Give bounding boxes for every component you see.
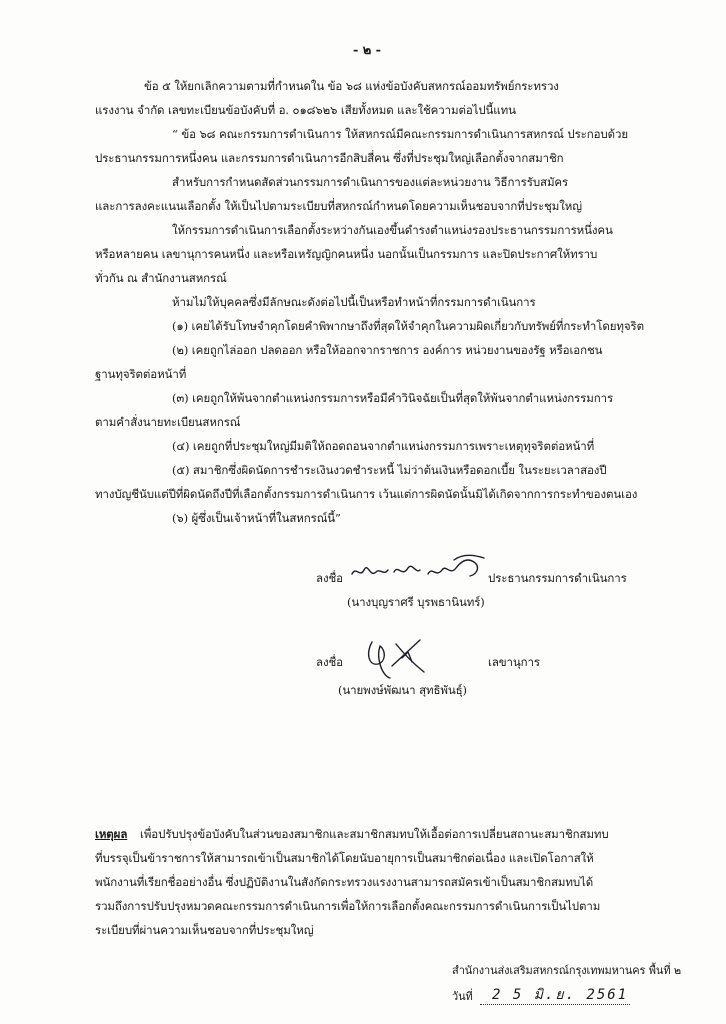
list-item: (๖) ผู้ซึ่งเป็นเจ้าหน้าที่ในสหกรณ์นี้” [172,511,341,525]
body-line: ให้กรรมการดำเนินการเลือกตั้งระหว่างกันเองขึ้นดำรงตำแหน่งรองประธานกรรมการหนึ่งคน [172,223,613,237]
signature-title: เลขานุการ [488,655,540,669]
list-item: (๔) เคยถูกที่ประชุมใหญ่มีมติให้ถอดถอนจากตำแหน่งกรรมการเพราะเหตุทุจริตต่อหน้าที่ [172,439,595,453]
list-item-continuation: ทางบัญชีนับแต่ปีที่ผิดนัดถึงปีที่เลือกตั้งกรรมการดำเนินการ เว้นแต่การผิดนัดนั้นมิได้เกิดจากการกระทำของตนเอง [95,487,638,501]
page-number: - ๒ - [353,43,381,58]
stamp-date: 2 5 มิ.ย. 2561 [492,987,629,1003]
signature-secretary [362,632,432,684]
signatory-name: (นางบุญราศรี บุรพธานินทร์) [347,595,485,609]
reason-line: เพื่อปรับปรุงข้อบังคับในส่วนของสมาชิกและสมาชิกสมทบให้เอื้อต่อการเปลี่ยนสถานะสมาชิกสมทบ [140,827,609,841]
body-line: หรือหลายคน เลขานุการคนหนึ่ง และหรือเหรัญญิกคนหนึ่ง นอกนั้นเป็นกรรมการ และปิดประกาศให้ทราบ [95,247,598,261]
reason-line: พนักงานที่เรียกชื่ออย่างอื่น ซึ่งปฏิบัติงานในสังกัดกระทรวงแรงงานสามารถสมัครเข้าเป็นสมาชิกสมทบได้ [95,875,594,889]
body-line: ทั่วกัน ณ สำนักงานสหกรณ์ [95,271,227,285]
stamp-office: สำนักงานส่งเสริมสหกรณ์กรุงเทพมหานคร พื้นที่ ๒ [452,964,682,977]
body-line: ข้อ ๕ ให้ยกเลิกความตามที่กำหนดใน ข้อ ๖๘ แห่งข้อบังคับสหกรณ์ออมทรัพย์กระทรวง [144,79,559,93]
reason-line: ระเบียบที่ผ่านความเห็นชอบจากที่ประชุมใหญ่ [95,923,314,937]
signatory-name: (นายพงษ์พัฒนา สุทธิพันธุ์) [338,683,467,697]
signature-chairperson [350,552,490,586]
list-item-continuation: ตามคำสั่งนายทะเบียนสหกรณ์ [95,415,241,429]
body-line: สำหรับการกำหนดสัดส่วนกรรมการดำเนินการของแต่ละหน่วยงาน วิธีการรับสมัคร [172,175,569,189]
signature-prefix: ลงชื่อ [316,655,343,669]
list-item: (๑) เคยได้รับโทษจำคุกโดยคำพิพากษาถึงที่สุดให้จำคุกในความผิดเกี่ยวกับทรัพย์ที่กระทำโดยทุจริต [172,319,644,333]
list-item: (๓) เคยถูกให้พ้นจากตำแหน่งกรรมการหรือมีคำวินิจฉัยเป็นที่สุดให้พ้นจากตำแหน่งกรรมการ [172,391,614,405]
reason-line: ที่บรรจุเป็นข้าราชการให้สามารถเข้าเป็นสมาชิกได้โดยนับอายุการเป็นสมาชิกต่อเนื่อง และเปิดโอกาสให้ [95,851,594,865]
body-line: และการลงคะแนนเลือกตั้ง ให้เป็นไปตามระเบียบที่สหกรณ์กำหนดโดยความเห็นชอบจากที่ประชุมใหญ่ [95,199,582,213]
list-item-continuation: ฐานทุจริตต่อหน้าที่ [95,367,187,381]
body-line: ห้ามไม่ให้บุคคลซึ่งมีลักษณะดังต่อไปนี้เป็นหรือทำหน้าที่กรรมการดำเนินการ [172,295,536,309]
stamp-date-label: วันที่ [452,990,473,1003]
signature-title: ประธานกรรมการดำเนินการ [488,571,627,585]
reason-label: เหตุผล [95,827,128,841]
reason-line: รวมถึงการปรับปรุงหมวดคณะกรรมการดำเนินการเพื่อให้การเลือกตั้งคณะกรรมการดำเนินการเป็นไปตาม [95,899,601,913]
signature-prefix: ลงชื่อ [316,571,343,585]
body-line: แรงงาน จำกัด เลขทะเบียนข้อบังคับที่ อ. ๐๑๘๖๒๖ เสียทั้งหมด และใช้ความต่อไปนี้แทน [95,103,516,117]
body-line: “ ข้อ ๖๘ คณะกรรมการดำเนินการ ให้สหกรณ์มีคณะกรรมการดำเนินการสหกรณ์ ประกอบด้วย [172,127,628,141]
list-item: (๕) สมาชิกซึ่งผิดนัดการชำระเงินงวดชำระหนี้ ไม่ว่าต้นเงินหรือดอกเบี้ย ในระยะเวลาสองปี [172,463,607,477]
list-item: (๒) เคยถูกไล่ออก ปลดออก หรือให้ออกจากราชการ องค์การ หน่วยงานของรัฐ หรือเอกชน [172,343,603,357]
body-line: ประธานกรรมการหนึ่งคน และกรรมการดำเนินการอีกสิบสี่คน ซึ่งที่ประชุมใหญ่เลือกตั้งจากสมาชิก [95,151,564,165]
